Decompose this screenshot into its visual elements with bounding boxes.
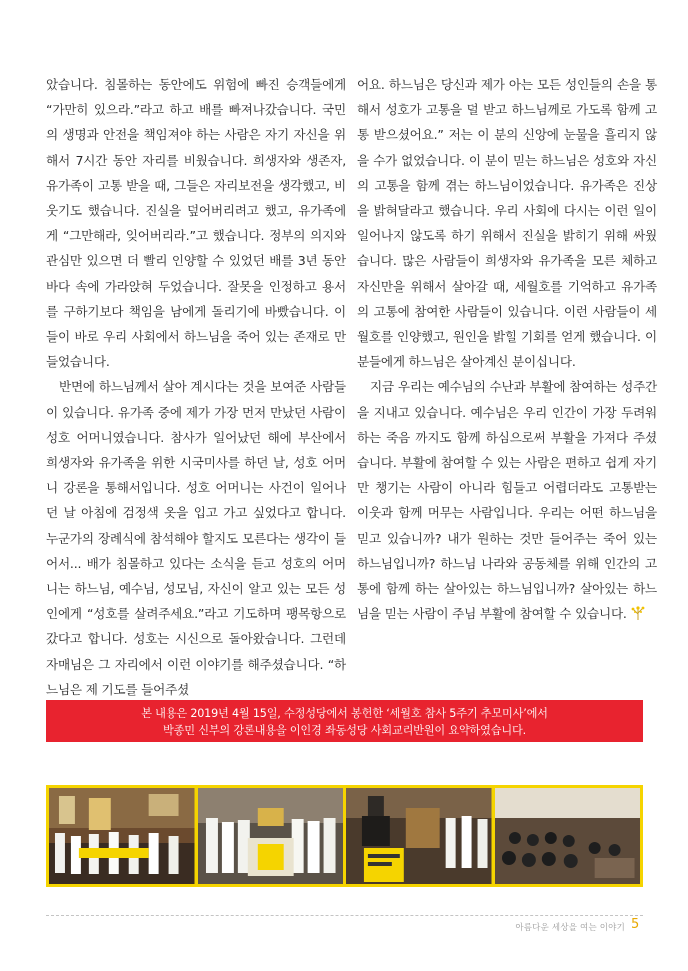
article-paragraph-final (357, 374, 657, 626)
summary-note-line: 본 내용은 2019년 4월 15일, 수정성당에서 봉헌한 ‘세월호 참사 5주기 추모미사’에서 (141, 707, 548, 720)
article-right-column (357, 72, 657, 626)
article-left-column (46, 72, 346, 702)
mass-photo-2 (198, 788, 344, 884)
summary-note-box (46, 700, 643, 742)
summary-note-line: 박종민 신부의 강론내용을 이인경 좌동성당 사회교리반원이 요약하였습니다. (163, 724, 526, 737)
footer-divider (46, 915, 643, 916)
mass-photo-1 (49, 788, 195, 884)
footer-title: 아름다운 세상을 여는 이야기 (515, 923, 625, 933)
ribbon-end-mark-icon (629, 605, 647, 621)
mass-photo-4 (495, 788, 641, 884)
article-paragraph-text: 지금 우리는 예수님의 수난과 부활에 참여하는 성주간을 지내고 있습니다. 예수님은 우리 인간이 가장 두려워하는 죽음 까지도 함께 하심으로써 부활을 가져다 주셨습니다. 부활에 참여할 수 있는 사람은 편하고 쉽게 자기만 챙기는 사람이 아니라 힘들고 어렵더라도 고통받는 이웃과 함께 머무는 사람입니다. 우리는 어떤 하느님을 믿고 있습니까? 내가 원하는 것만 들어주는 죽어 있는 하느님입니까? 하느님 나라와 공동체를 위해 인간의 고통에 함께 하는 살아있는 하느님입니까? 살아있는 하느님을 믿는 사람이 주님 부활에 참여할 수 있습니다. (357, 379, 657, 622)
article-paragraph: 반면에 하느님께서 살아 계시다는 것을 보여준 사람들이 있습니다. 유가족 중에 제가 가장 먼저 만났던 사람이 성호 어머니였습니다. 참사가 일어났던 해에 부산에서 희생자와 유가족을 위한 시국미사를 하던 날, 성호 어머니 강론을 통해서입니다. 성호 어머니는 사건이 일어나던 날 아침에 검정색 옷을 입고 가고 싶었다고 합니다. 누군가의 장례식에 참석해야 할지도 모른다는 생각이 들어서... 배가 침몰하고 있다는 소식을 듣고 성호의 어머니는 하느님, 예수님, 성모님, 자신이 알고 있는 모든 성인에게 “성호를 살려주세요.”라고 기도하며 팽목항으로 갔다고 합니다. 성호는 시신으로 돌아왔습니다. 그런데 자매님은 그 자리에서 이런 이야기를 해주셨습니다. “하느님은 제 기도를 들어주셨 (46, 379, 346, 697)
photo-strip (46, 785, 643, 887)
page-number: 5 (631, 917, 640, 932)
article-paragraph: 았습니다. 침몰하는 동안에도 위험에 빠진 승객들에게 “가만히 있으라.”라고 하고 배를 빠져나갔습니다. 국민의 생명과 안전을 책임져야 하는 사람은 자기 자신을 위해서 7시간 동안 자리를 비웠습니다. 희생자와 생존자, 유가족이 고통 받을 때, 그들은 자리보전을 생각했고, 비웃기도 했습니다. 진실을 덮어버리려고 했고, 유가족에게 “그만해라, 잊어버리라.”고 했습니다. 정부의 의지와 관심만 있으면 더 빨리 인양할 수 있었던 배를 3년 동안 바다 속에 가라앉혀 두었습니다. 잘못을 인정하고 용서를 구하기보다 책임을 남에게 돌리기에 바빴습니다. 이들이 바로 우리 사회에서 하느님을 죽어 있는 존재로 만들었습니다. (46, 77, 346, 370)
mass-photo-3 (346, 788, 492, 884)
article-paragraph: 어요. 하느님은 당신과 제가 아는 모든 성인들의 손을 통해서 성호가 고통을 덜 받고 하느님께로 가도록 함께 고통 받으셨어요.” 저는 이 분의 신앙에 눈물을 흘리지 않을 수가 없었습니다. 이 분이 믿는 하느님은 성호와 자신의 고통을 함께 겪는 하느님이었습니다. 유가족은 진상을 밝혀달라고 했습니다. 우리 사회에 다시는 이런 일이 일어나지 않도록 하기 위해서 진실을 밝히기 위해 싸웠습니다. 많은 사람들이 희생자와 유가족을 모른 체하고 자신만을 위해서 살아갈 때, 세월호를 기억하고 유가족의 고통에 참여한 사람들이 있습니다. 이런 사람들이 세월호를 인양했고, 원인을 밝힐 기회를 얻게 했습니다. 이분들에게 하느님은 살아계신 분이십니다. (357, 77, 657, 370)
